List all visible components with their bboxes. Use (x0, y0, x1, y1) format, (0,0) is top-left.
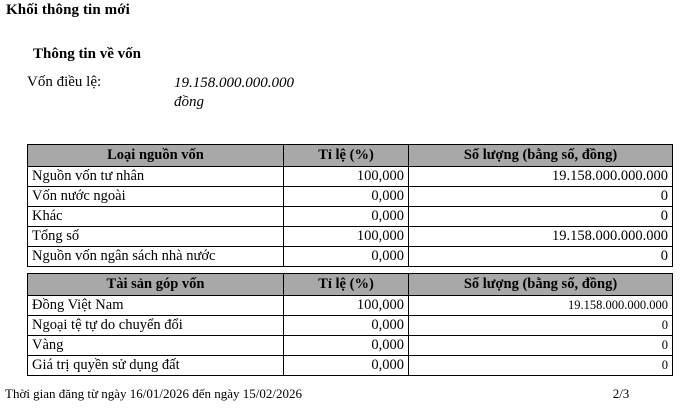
table-header-row (28, 274, 673, 296)
cell-source-name: Tổng số (28, 227, 284, 247)
cell-asset-rate: 100,000 (284, 296, 409, 316)
cell-asset-name: Vàng (28, 336, 284, 356)
cell-asset-amount: 0 (409, 336, 673, 356)
cell-asset-amount: 0 (409, 356, 673, 376)
cell-asset-amount: 19.158.000.000.000 (409, 296, 673, 316)
table-row (28, 336, 673, 356)
cell-source-amount: 0 (409, 207, 673, 227)
cell-source-rate: 100,000 (284, 167, 409, 187)
table-capital-assets (27, 273, 673, 376)
cell-source-name: Khác (28, 207, 284, 227)
charter-capital-label: Vốn điều lệ: (27, 74, 102, 90)
table-row (28, 207, 673, 227)
cell-source-rate: 0,000 (284, 207, 409, 227)
cell-asset-name: Giá trị quyền sử dụng đất (28, 356, 284, 376)
cell-source-name: Nguồn vốn tư nhân (28, 167, 284, 187)
table-row (28, 187, 673, 207)
cell-asset-rate: 0,000 (284, 356, 409, 376)
column-header-amount: Số lượng (bằng số, đồng) (409, 145, 673, 167)
table-row (28, 247, 673, 267)
cell-asset-rate: 0,000 (284, 336, 409, 356)
footer-page-number: 2/3 (612, 386, 630, 401)
table-header-row (28, 145, 673, 167)
cell-source-rate: 0,000 (284, 247, 409, 267)
table-row (28, 296, 673, 316)
table-row-total (28, 227, 673, 247)
table-row (28, 316, 673, 336)
column-header-rate: Tỉ lệ (%) (284, 274, 409, 296)
cell-source-amount: 0 (409, 187, 673, 207)
column-header-source-type: Loại nguồn vốn (28, 145, 284, 167)
page-title: Khối thông tin mới (6, 2, 130, 18)
cell-source-rate: 0,000 (284, 187, 409, 207)
table-row (28, 356, 673, 376)
column-header-rate: Tỉ lệ (%) (284, 145, 409, 167)
column-header-amount: Số lượng (bằng số, đồng) (409, 274, 673, 296)
cell-asset-amount: 0 (409, 316, 673, 336)
cell-asset-rate: 0,000 (284, 316, 409, 336)
charter-capital-value: 19.158.000.000.000 đồng (174, 75, 294, 110)
section-heading-capital-info: Thông tin về vốn (33, 46, 141, 62)
cell-source-amount: 19.158.000.000.000 (409, 227, 673, 247)
table-row (28, 167, 673, 187)
cell-source-rate: 100,000 (284, 227, 409, 247)
table-capital-sources (27, 144, 673, 267)
cell-source-amount: 0 (409, 247, 673, 267)
cell-source-name: Vốn nước ngoài (28, 187, 284, 207)
cell-source-amount: 19.158.000.000.000 (409, 167, 673, 187)
cell-asset-name: Ngoại tệ tự do chuyển đổi (28, 316, 284, 336)
footer-publication-period: Thời gian đăng từ ngày 16/01/2026 đến ngày 15/02/2026 (5, 386, 302, 401)
cell-asset-name: Đồng Việt Nam (28, 296, 284, 316)
column-header-asset-type: Tài sản góp vốn (28, 274, 284, 296)
cell-source-name: Nguồn vốn ngân sách nhà nước (28, 247, 284, 267)
